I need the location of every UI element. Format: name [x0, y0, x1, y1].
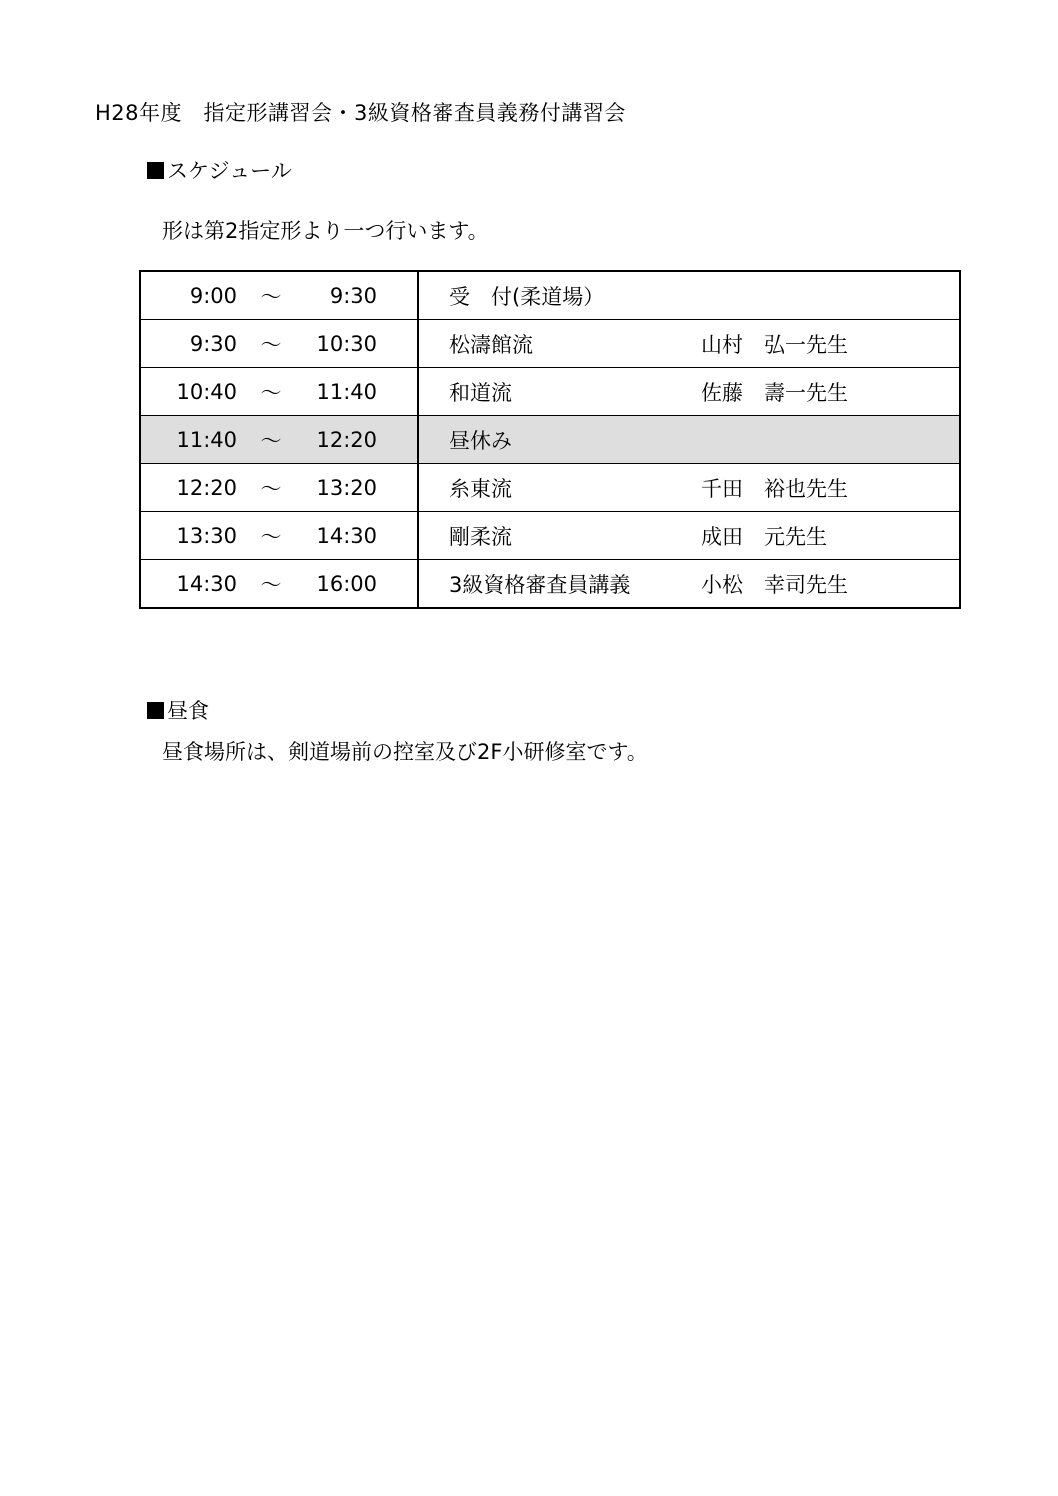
- instructor-name: [701, 416, 960, 464]
- event-name: 昼休み: [418, 416, 701, 464]
- instructor-name: [701, 271, 960, 320]
- tilde-separator: ～: [260, 284, 282, 309]
- table-row: [140, 512, 960, 560]
- event-name: 受 付(柔道場）: [449, 284, 605, 309]
- end-time: 10:30: [305, 320, 418, 368]
- schedule-heading-label: スケジュール: [167, 159, 292, 183]
- table-row-lunch-break: [140, 416, 960, 464]
- tilde-separator: ～: [237, 560, 305, 609]
- instructor-name: 佐藤 壽一先生: [701, 368, 960, 416]
- lunch-heading-label: 昼食: [167, 699, 209, 723]
- black-square-icon: [147, 162, 164, 179]
- tilde-separator: ～: [237, 464, 305, 512]
- event-name: 剛柔流: [418, 512, 701, 560]
- start-time: 10:40: [140, 368, 237, 416]
- end-time: 11:40: [305, 368, 418, 416]
- lunch-heading: [147, 695, 209, 725]
- schedule-heading: [147, 155, 292, 185]
- start-time: 14:30: [140, 560, 237, 609]
- tilde-separator: ～: [237, 320, 305, 368]
- instructor-name: 千田 裕也先生: [701, 464, 960, 512]
- event-name: 糸東流: [418, 464, 701, 512]
- tilde-separator: ～: [237, 368, 305, 416]
- tilde-separator: ～: [237, 416, 305, 464]
- table-row: [140, 320, 960, 368]
- schedule-note: 形は第2指定形より一つ行います。: [162, 219, 489, 243]
- start-time: 11:40: [140, 416, 237, 464]
- start-time: 12:20: [140, 464, 237, 512]
- end-time: 9:30: [305, 271, 418, 320]
- event-name: 松濤館流: [418, 320, 701, 368]
- tilde-separator: ～: [237, 512, 305, 560]
- table-row: [140, 560, 960, 609]
- end-time: 12:20: [305, 416, 418, 464]
- end-time: 13:20: [305, 464, 418, 512]
- start-time: 9:00: [189, 283, 237, 308]
- start-time: 9:30: [140, 320, 237, 368]
- instructor-name: 成田 元先生: [701, 512, 960, 560]
- schedule-table: [139, 270, 961, 609]
- event-name: 3級資格審査員講義: [418, 560, 701, 609]
- table-row: [140, 464, 960, 512]
- document-title: H28年度 指定形講習会・3級資格審査員義務付講習会: [95, 101, 626, 125]
- table-row: [140, 368, 960, 416]
- end-time: 16:00: [305, 560, 418, 609]
- end-time: 14:30: [305, 512, 418, 560]
- instructor-name: 山村 弘一先生: [701, 320, 960, 368]
- start-time: 13:30: [140, 512, 237, 560]
- event-name: 和道流: [418, 368, 701, 416]
- lunch-location-text: 昼食場所は、剣道場前の控室及び2F小研修室です。: [162, 740, 648, 764]
- instructor-name: 小松 幸司先生: [701, 560, 960, 609]
- black-square-icon: [147, 702, 164, 719]
- table-row: [140, 271, 960, 320]
